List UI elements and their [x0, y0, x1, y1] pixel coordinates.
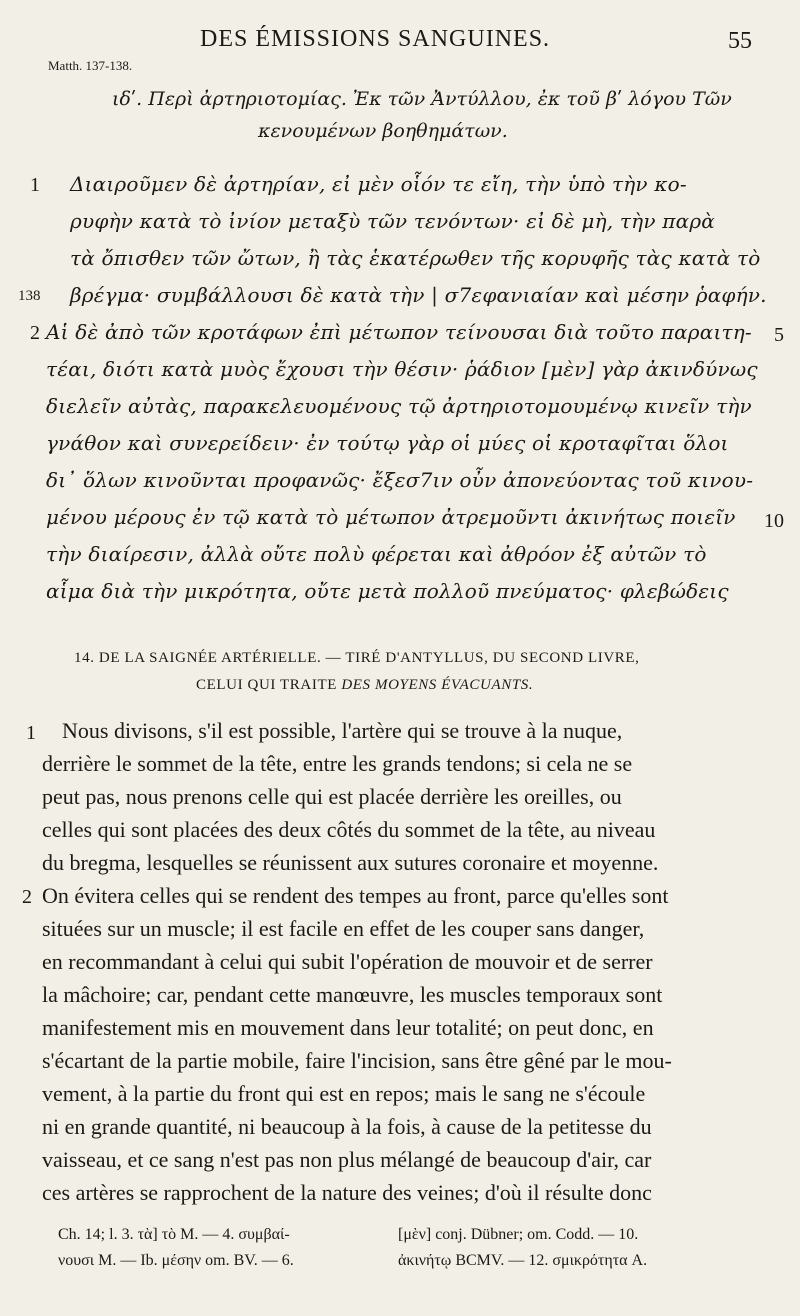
french-line: du bregma, lesquelles se réunissent aux sutures coronaire et moyenne. [42, 850, 659, 875]
greek-line: αἷμα διὰ τὴν μικρότητα, οὔτε μετὰ πολλοῦ πνεύματος· φλεβώδεις [46, 579, 729, 603]
french-heading-line-1: 14. DE LA SAIGNÉE ARTÉRIELLE. — TIRÉ D'ANTYLLUS, DU SECOND LIVRE, [74, 650, 640, 666]
french-paragraph-number: 1 [26, 722, 36, 744]
french-line: Nous divisons, s'il est possible, l'artère qui se trouve à la nuque, [62, 718, 623, 743]
french-line: On évitera celles qui se rendent des tempes au front, parce qu'elles sont [42, 883, 669, 908]
matthaei-reference: Matth. 137-138. [48, 58, 133, 73]
greek-line: μένου μέρους ἐν τῷ κατὰ τὸ μέτωπον ἀτρεμοῦντι ἀκινήτως ποιεῖν [46, 505, 736, 529]
french-line: vement, à la partie du front qui est en repos; mais le sang ne s'écoule [42, 1081, 646, 1106]
french-heading-prefix: CELUI QUI TRAITE [196, 677, 337, 693]
french-line: la mâchoire; car, pendant cette manœuvre, les muscles temporaux sont [42, 982, 663, 1007]
line-number: 5 [774, 324, 784, 346]
page-number: 55 [728, 28, 752, 54]
note-right-line-1: [μὲν] conj. Dübner; om. Codd. — 10. [398, 1226, 639, 1243]
note-left-line-2: νουσι M. — Ib. μέσην om. BV. — 6. [58, 1252, 294, 1269]
french-paragraph-number: 2 [22, 886, 32, 908]
french-line: s'écartant de la partie mobile, faire l'incision, sans être gêné par le mou- [42, 1048, 672, 1073]
french-line: en recommandant à celui qui subit l'opération de mouvoir et de serrer [42, 949, 653, 974]
greek-heading-line-1: ιδʹ. Περὶ ἀρτηριοτομίας. Ἐκ τῶν Ἀντύλλου, ἐκ τοῦ βʹ λόγου Τῶν [112, 88, 732, 110]
french-line: ni en grande quantité, ni beaucoup à la fois, à cause de la petitesse du [42, 1114, 652, 1139]
french-line: ces artères se rapprochent de la nature des veines; d'où il résulte donc [42, 1180, 652, 1205]
greek-paragraph-number: 1 [30, 174, 40, 196]
french-line: manifestement mis en mouvement dans leur totalité; on peut donc, en [42, 1015, 654, 1040]
french-line: vaisseau, et ce sang n'est pas non plus mélangé de beaucoup d'air, car [42, 1147, 652, 1172]
note-left-line-1: Ch. 14; l. 3. τὰ] τὸ M. — 4. συμβαί- [58, 1226, 290, 1243]
french-heading-line-2 [196, 677, 533, 694]
greek-line: Διαιροῦμεν δὲ ἀρτηρίαν, εἰ μὲν οἷόν τε εἴη, τὴν ὑπὸ τὴν κο- [70, 172, 687, 196]
matthaei-page-marker: 138 [18, 288, 41, 304]
running-title: DES ÉMISSIONS SANGUINES. [200, 26, 551, 52]
greek-line: Αἱ δὲ ἀπὸ τῶν κροτάφων ἐπὶ μέτωπον τείνουσαι διὰ τοῦτο παραιτη- [46, 320, 752, 344]
greek-line: ρυφὴν κατὰ τὸ ἰνίον μεταξὺ τῶν τενόντων· εἰ δὲ μὴ, τὴν παρὰ [70, 209, 715, 233]
greek-line: τὰ ὄπισθεν τῶν ὤτων, ἢ τὰς ἑκατέρωθεν τῆς κορυφῆς τὰς κατὰ τὸ [70, 246, 761, 270]
greek-line: γνάθον καὶ συνερείδειν· ἐν τούτῳ γὰρ οἱ μύες οἱ κροταφῖται ὅλοι [46, 431, 729, 455]
greek-line: βρέγμα· συμβάλλουσι δὲ κατὰ τὴν | σ7εφανιαίαν καὶ μέσην ῥαφήν. [70, 283, 767, 307]
french-heading-italic-title: DES MOYENS ÉVACUANTS. [341, 677, 534, 693]
greek-line: διελεῖν αὐτὰς, παρακελευομένους τῷ ἀρτηριοτομουμένῳ κινεῖν τὴν [46, 394, 752, 418]
french-line: peut pas, nous prenons celle qui est placée derrière les oreilles, ou [42, 784, 622, 809]
greek-line: δι᾽ ὅλων κινοῦνται προφανῶς· ἔξεσ7ιν οὖν ἀπονεύοντας τοῦ κινου- [46, 468, 754, 492]
note-right-line-2: ἀκινήτῳ BCMV. — 12. σμικρότητα A. [398, 1252, 648, 1269]
french-line: derrière le sommet de la tête, entre les grands tendons; si cela ne se [42, 751, 633, 776]
greek-paragraph-number: 2 [30, 322, 40, 344]
greek-line: τὴν διαίρεσιν, ἀλλὰ οὔτε πολὺ φέρεται καὶ ἀθρόον ἐξ αὐτῶν τὸ [46, 542, 707, 566]
french-line: celles qui sont placées des deux côtés du sommet de la tête, au niveau [42, 817, 656, 842]
greek-line: τέαι, διότι κατὰ μυὸς ἔχουσι τὴν θέσιν· ῥάδιον [μὲν] γὰρ ἀκινδύνως [46, 357, 758, 381]
line-number: 10 [764, 510, 784, 532]
french-line: situées sur un muscle; il est facile en effet de les couper sans danger, [42, 916, 645, 941]
greek-heading-line-2: κενουμένων βοηθημάτων. [258, 120, 508, 142]
